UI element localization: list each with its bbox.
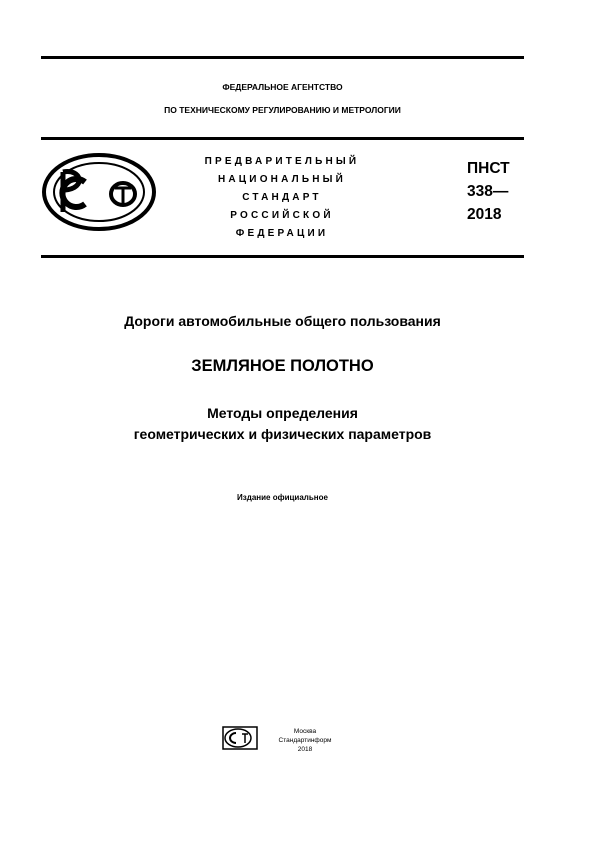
standard-type-line: ФЕДЕРАЦИИ (235, 228, 329, 239)
agency-name-line2: ПО ТЕХНИЧЕСКОМУ РЕГУЛИРОВАНИЮ И МЕТРОЛОГИИ (164, 105, 401, 115)
standard-type-line: ПРЕДВАРИТЕЛЬНЫЙ (204, 156, 360, 167)
header-rule (41, 137, 524, 140)
document-subtitle-line1: Методы определения (207, 405, 358, 421)
publisher-year: 2018 (297, 746, 313, 753)
document-topic: Дороги автомобильные общего пользования (124, 313, 441, 329)
standartinform-logo-icon (222, 726, 258, 750)
publisher-city: Москва (293, 728, 317, 735)
document-subtitle-line2: геометрических и физических параметров (133, 426, 432, 442)
rst-logo-icon (41, 152, 157, 232)
top-rule (41, 56, 524, 59)
standard-type-line: РОССИЙСКОЙ (230, 210, 334, 221)
header-bottom-rule (41, 255, 524, 258)
document-title: ЗЕМЛЯНОЕ ПОЛОТНО (191, 357, 374, 375)
standard-type-line: НАЦИОНАЛЬНЫЙ (217, 174, 347, 185)
edition-label: Издание официальное (237, 493, 328, 502)
standard-number-line: 2018 (467, 206, 502, 223)
publisher-name: Стандартинформ (278, 737, 332, 744)
standard-number-line: 338— (467, 183, 509, 200)
agency-name-line1: ФЕДЕРАЛЬНОЕ АГЕНТСТВО (222, 82, 343, 92)
standard-number-line: ПНСТ (467, 160, 510, 177)
standard-type-line: СТАНДАРТ (242, 192, 322, 203)
